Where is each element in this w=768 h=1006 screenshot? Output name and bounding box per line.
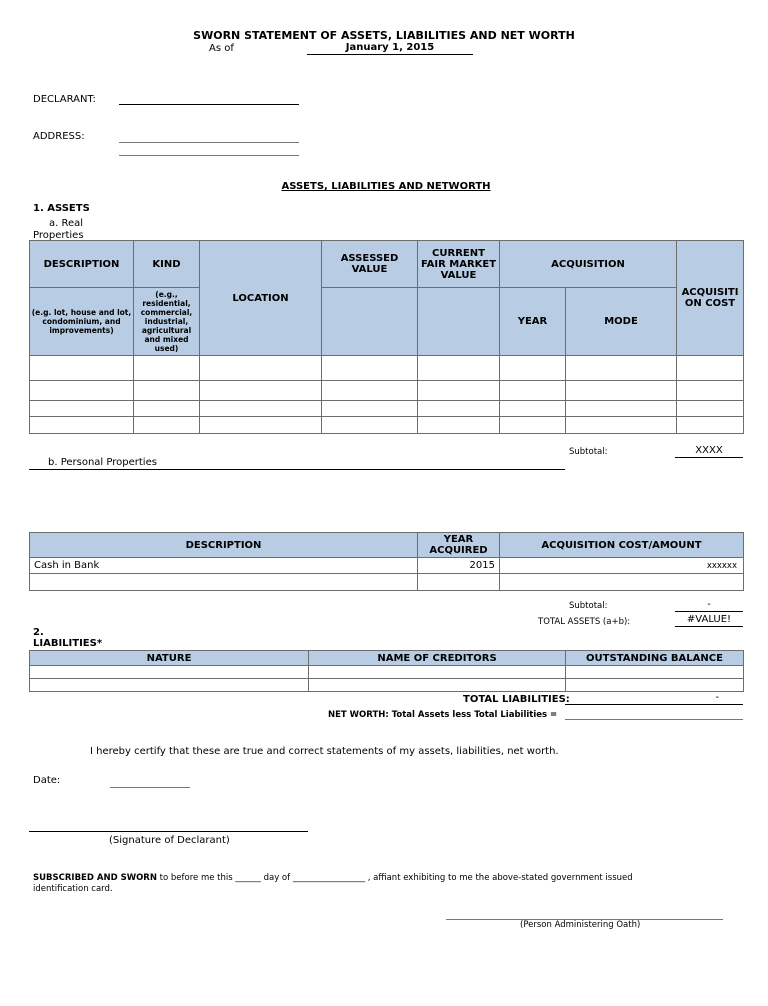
date-field[interactable] <box>110 776 190 788</box>
liabilities-heading: LIABILITIES* <box>33 638 103 649</box>
table-row <box>30 666 744 679</box>
assessed-subheader <box>322 288 418 356</box>
real-subtotal-label: Subtotal: <box>569 447 608 457</box>
col-balance-header: OUTSTANDING BALANCE <box>566 651 744 666</box>
col-kind-header: KIND <box>134 241 200 288</box>
as-of-label: As of <box>209 43 234 54</box>
signature-label: (Signature of Declarant) <box>109 835 230 846</box>
col-mode-header: MODE <box>566 288 677 356</box>
cell-cost[interactable]: xxxxxx <box>500 558 744 574</box>
address-field-line-2[interactable] <box>119 143 299 156</box>
address-field-line-1[interactable] <box>119 130 299 143</box>
real-properties-table <box>29 240 744 434</box>
oath-statement <box>33 873 753 884</box>
col-description-header: DESCRIPTION <box>30 241 134 288</box>
oath-statement-2: identification card. <box>33 884 113 894</box>
table-row <box>30 381 744 401</box>
address-label: ADDRESS: <box>33 131 85 142</box>
personal-properties-label <box>29 457 565 470</box>
col-year-header: YEAR <box>500 288 566 356</box>
personal-subtotal-label: Subtotal: <box>569 601 608 611</box>
col-nature-header: NATURE <box>30 651 309 666</box>
col-description-subheader: (e.g. lot, house and lot, condominium, and improvements) <box>30 288 134 356</box>
declarant-field[interactable] <box>119 92 299 105</box>
certify-statement: I hereby certify that these are true and correct statements of my assets, liabilities, net worth. <box>90 746 559 757</box>
cell-description[interactable]: Cash in Bank <box>30 558 418 574</box>
fair-subheader <box>418 288 500 356</box>
total-assets-value: #VALUE! <box>675 614 743 627</box>
oath-bold-text: SUBSCRIBED AND SWORN <box>33 873 157 883</box>
liabilities-number: 2. <box>33 627 44 638</box>
section-heading: ASSETS, LIABILITIES AND NETWORTH <box>281 181 491 192</box>
net-worth-field[interactable] <box>565 708 743 720</box>
total-liabilities-value: - <box>565 692 743 705</box>
real-subtotal-value: XXXX <box>675 445 743 458</box>
col-acquisition-header: ACQUISITION <box>500 241 677 288</box>
col-creditors-header: NAME OF CREDITORS <box>309 651 566 666</box>
personal-properties-text: b. Personal Properties <box>48 457 157 468</box>
table-row <box>30 401 744 417</box>
real-properties-label: a. Real <box>49 218 84 229</box>
table-row <box>30 356 744 381</box>
table-row <box>30 558 744 574</box>
col-location-header: LOCATION <box>200 241 322 356</box>
col-fair-value-header: CURRENT FAIR MARKET VALUE <box>418 241 500 288</box>
total-liabilities-label: TOTAL LIABILITIES: <box>463 694 570 705</box>
col-kind-subheader: (e.g., residential, commercial, industrial, agricultural and mixed used) <box>134 288 200 356</box>
cell-year[interactable]: 2015 <box>418 558 500 574</box>
net-worth-label: NET WORTH: Total Assets less Total Liabilities = <box>328 710 558 720</box>
oath-text: to before me this ______ day of _________________ , affiant exhibiting to me the above-stated government issued <box>156 873 633 883</box>
declarant-label: DECLARANT: <box>33 94 96 105</box>
col-acquisition-cost-header: ACQUISITI ON COST <box>677 241 744 356</box>
table-row <box>30 574 744 591</box>
col-year-acquired-header: YEAR ACQUIRED <box>418 533 500 558</box>
officer-signature-line[interactable] <box>446 908 723 920</box>
personal-subtotal-value: - <box>675 599 743 612</box>
table-row <box>30 417 744 434</box>
document-title: SWORN STATEMENT OF ASSETS, LIABILITIES AND NET WORTH <box>193 29 575 42</box>
table-row <box>30 679 744 692</box>
col-acquisition-cost-header: ACQUISITION COST/AMOUNT <box>500 533 744 558</box>
col-description-header: DESCRIPTION <box>30 533 418 558</box>
real-properties-label-2: Properties <box>33 230 84 241</box>
as-of-date: January 1, 2015 <box>307 42 473 55</box>
liabilities-table <box>29 650 744 692</box>
personal-properties-table <box>29 532 744 591</box>
signature-line[interactable] <box>29 820 308 832</box>
total-assets-label: TOTAL ASSETS (a+b): <box>538 617 631 627</box>
assets-heading: 1. ASSETS <box>33 203 90 214</box>
officer-label: (Person Administering Oath) <box>520 920 641 930</box>
col-assessed-header: ASSESSED VALUE <box>322 241 418 288</box>
date-label: Date: <box>33 775 61 786</box>
